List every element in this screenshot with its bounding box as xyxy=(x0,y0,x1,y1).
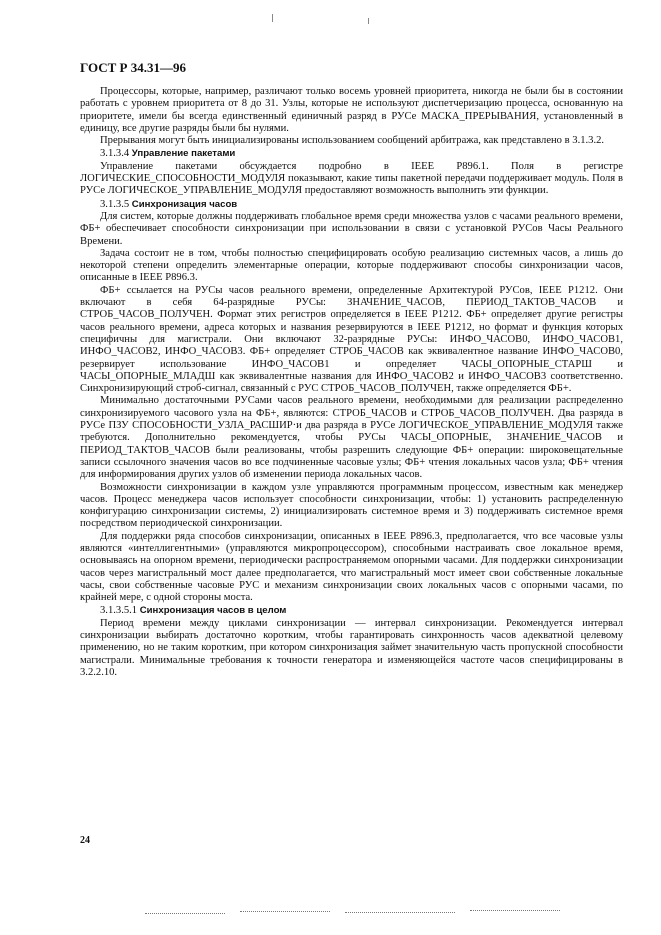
section-heading xyxy=(80,199,623,211)
section-number: 3.1.3.4 xyxy=(100,148,130,160)
scan-mark xyxy=(368,18,369,24)
footer-rule xyxy=(470,910,560,911)
section-heading xyxy=(80,148,623,160)
document-body xyxy=(80,86,623,679)
section-heading xyxy=(80,605,623,617)
body-paragraph: Управление пакетами обсуждается подробно в IEEE P896.1. Поля в регистре ЛОГИЧЕСКИЕ_СПОСОБНОСТИ_МОДУЛЯ показывают, какие типы пакетной передачи поддерживает модуль. Поля в РУСе ЛОГИЧЕСКОЕ_УПРАВЛЕНИЕ_МОДУЛЯ предоставляют возможность выполнить эти функции. xyxy=(80,160,623,197)
body-paragraph: Для поддержки ряда способов синхронизации, описанных в IEEE P896.3, предполагается, что все часовые узлы являются «интеллигентными» (управляются микропроцессором), способными настраивать свое локальное время, основываясь на опорном времени, периодически распространяемом опорными часами. Для поддержки синхронизации часов через магистральный мост далее предполагается, что магистральный мост имеет свои собственные локальные часы, свои собственные часовые РУС и механизм синхронизации своих локальных часов с опорными часами, по крайней мере, с одной стороны моста. xyxy=(80,530,623,604)
section-title: Синхронизация часов в целом xyxy=(139,605,287,617)
body-paragraph: Прерывания могут быть инициализированы использованием сообщений арбитража, как представлено в 3.1.3.2. xyxy=(100,135,605,147)
footer-rule xyxy=(240,911,330,912)
scan-mark xyxy=(272,14,273,22)
body-paragraph: Минимально достаточными РУСами часов реального времени, необходимыми для реализации распределенно синхронизируемого часового узла на ФБ+, являются: СТРОБ_ЧАСОВ и СТРОБ_ЧАСОВ_ПОЛУЧЕН. Два разряда в РУСе ПЗУ СПОСОБНОСТИ_УЗЛА_РАСШИР·и два разряда в РУСе ЛОГИЧЕСКОЕ_УПРАВЛЕНИЕ_МОДУЛЯ также требуются. Дополнительно рекомендуется, чтобы РУСы ЧАСЫ_ОПОРНЫЕ, ЗНАЧЕНИЕ_ЧАСОВ и ПЕРИОД_ТАКТОВ_ЧАСОВ были реализованы, чтобы разрешить следующие ФБ+ операции: широковещательные записи ссылочного значения часов во все подчиненные часовые узлы; ФБ+ чтения локальных часов узла; ФБ+ чтения для информирования других узлов об изменении периода локальных часов. xyxy=(80,395,623,481)
body-paragraph: Процессоры, которые, например, различают только восемь уровней приоритета, никогда не были бы в состоянии работать с уровнем приоритета от 8 до 31. Узлы, которые не используют диспетчеризацию процесса, основанную на приоритете, имели бы всегда единственный единичный разряд в РУСе МАСКА_ПРЕРЫВАНИЯ, установленный в единицу, все другие разряды были бы нулями. xyxy=(80,86,623,134)
section-number: 3.1.3.5.1 xyxy=(100,605,138,617)
body-paragraph: ФБ+ ссылается на РУСы часов реального времени, определенные Архитектурой РУСов, IEEE P1212. Они включают в себя 64-разрядные РУСы: ЗНАЧЕНИЕ_ЧАСОВ, ПЕРИОД_ТАКТОВ_ЧАСОВ и СТРОБ_ЧАСОВ_ПОЛУЧЕН. Формат этих регистров определяется в IEEE P1212. ФБ+ определяет другие регистры часов реального времени, адреса которых и названия резервируются в IEEE P1212, но формат и функция которых специфичны для магистрали. Они включают 32-разрядные РУСы: ИНФО_ЧАСОВ0, ИНФО_ЧАСОВ1, ИНФО_ЧАСОВ2, ИНФО_ЧАСОВ3. ФБ+ определяет СТРОБ_ЧАСОВ как эквивалентное название ИНФО_ЧАСОВ0, резервирует использование ИНФО_ЧАСОВ1 и определяет ЧАСЫ_ОПОРНЫЕ_СТАРШ и ЧАСЫ_ОПОРНЫЕ_МЛАДШ как эквивалентные названия для ИНФО_ЧАСОВ2 и ИНФО_ЧАСОВ3 соответственно. Синхронизирующий строб-сигнал, связанный с РУС СТРОБ_ЧАСОВ_ПОЛУЧЕН, также определяется ФБ+. xyxy=(80,284,623,395)
page-number: 24 xyxy=(80,835,90,846)
section-title: Управление пакетами xyxy=(131,148,236,160)
body-paragraph: Возможности синхронизации в каждом узле управляются программным процессом, известным как менеджер часов. Процесс менеджера часов использует способности синхронизации, чтобы: 1) установить распределенную конфигурацию синхронизации системы, 2) инициализировать системное время и 3) поддерживать системное время посредством периодической синхронизации. xyxy=(80,481,623,530)
section-title: Синхронизация часов xyxy=(131,198,238,210)
body-paragraph: Задача состоит не в том, чтобы полностью специфицировать особую реализацию системных часов, а лишь до некоторой степени определить элементарные операции, которые поддерживают способы синхронизации часов, описанные в IEEE P896.3. xyxy=(80,247,623,284)
section-number: 3.1.3.5 xyxy=(100,198,130,210)
footer-rule xyxy=(345,912,455,913)
body-paragraph: Для систем, которые должны поддерживать глобальное время среди множества узлов с часами реального времени, ФБ+ обеспечивает способности синхронизации при использовании в связи с установкой РУСов Часы Реального Времени. xyxy=(80,210,623,247)
document-header: ГОСТ Р 34.31—96 xyxy=(80,60,186,75)
body-paragraph: Период времени между циклами синхронизации — интервал синхронизации. Рекомендуется интервал синхронизации выбирать достаточно коротким, чтобы гарантировать синхронность часов адекватной целевому применению, но не таким коротким, при котором синхронизация займет значительную часть пропускной способности магистрали. Минимальные требования к точности генератора и изменяющейся частоте часов специфицированы в 3.2.2.10. xyxy=(80,617,623,678)
footer-rule xyxy=(145,913,225,914)
